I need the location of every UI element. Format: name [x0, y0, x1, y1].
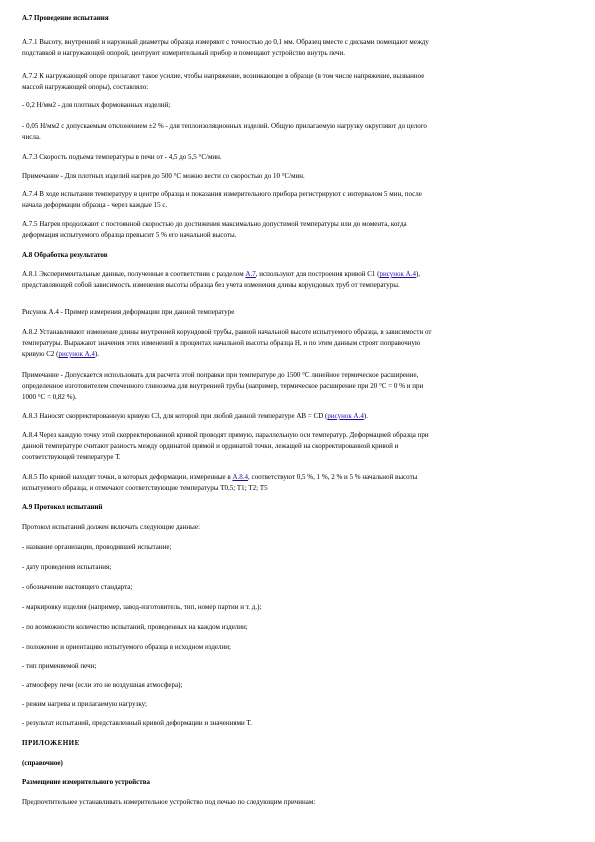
protocol-list-item: - дату проведения испытания; — [22, 563, 112, 571]
protocol-list-item: - маркировку изделия (например, завод-изготовитель, тип, номер партии и т. д.); — [22, 603, 262, 611]
paragraph-a8-2: А.8.2 Устанавливают изменение длины внутренней корундовой трубы, равной начальной высоте испытуемого образца, в зависимости от — [22, 328, 432, 336]
paragraph-a8-3-text-end: ). — [363, 412, 368, 420]
paragraph-a7-5: А.7.5 Нагрев продолжают с постоянной скоростью до достижения максимально допустимой температуры или до момента, когда — [22, 220, 407, 228]
paragraph-a8-5-text-start: А.8.5 По кривой находят точки, в которых деформации, измеренные в — [22, 473, 233, 481]
bullet-insulating-products: - 0,05 Н/мм2 с допускаемым отклонением ±2 % - для теплоизоляционных изделий. Общую прилагаемую нагрузку округляют до целого — [22, 122, 427, 130]
paragraph-a8-1-text-start: А.8.1 Экспериментальные данные, полученные в соответствии с разделом — [22, 270, 246, 278]
paragraph-a8-1-continuation: представляющей собой зависимость изменения высоты образца без учета изменения длины корундовых труб от температуры. — [22, 281, 400, 289]
paragraph-a8-1-text-mid: , используют для построения кривой С1 ( — [255, 270, 380, 278]
paragraph-a8-2-text-start: кривую С2 ( — [22, 350, 59, 358]
appendix-text: Предпочтительнее устанавливать измерительное устройство под печью по следующим причинам: — [22, 798, 316, 806]
paragraph-a8-1-text-end: ), — [415, 270, 421, 278]
paragraph-a7-1-continuation: подставкой и нагружающей опорой, центруют измерительный прибор и помещают устройство внутрь печи. — [22, 49, 345, 57]
protocol-list-item: - по возможности количество испытаний, проведенных на каждом изделии; — [22, 623, 248, 631]
paragraph-a8-3 — [22, 411, 574, 421]
link-figure-a4[interactable]: рисунок А.4 — [327, 412, 364, 420]
bullet-insulating-continuation: числа. — [22, 133, 41, 141]
paragraph-a7-4-continuation: начала деформации образца - через каждые 15 с. — [22, 201, 168, 209]
note-heating-rate: Примечание - Для плотных изделий нагрев до 500 °С можно вести со скоростью до 10 °С/мин. — [22, 172, 305, 180]
link-section-a8-4[interactable]: А.8.4 — [232, 473, 249, 481]
note-thermal-expansion: Примечание - Допускается использовать для расчета этой поправки при температуре до 1500 °С линейное термическое расширение, — [22, 371, 419, 379]
paragraph-a7-2: А.7.2 К нагружающей опоре прилагают такое усилие, чтобы напряжение, возникающее в образце (в том числе напряжение, вызванное — [22, 72, 425, 80]
paragraph-a8-1 — [22, 269, 574, 279]
paragraph-a7-4: А.7.4 В ходе испытания температуру в центре образца и показания измерительного прибора регистрируют с интервалом 5 мин, после — [22, 190, 422, 198]
appendix-title: ПРИЛОЖЕНИЕ — [22, 739, 80, 747]
figure-a4-caption: Рисунок А.4 - Пример измерения деформации при данной температуре — [22, 308, 235, 316]
section-a7-heading: А.7 Проведение испытания — [22, 14, 109, 22]
paragraph-a8-5 — [22, 472, 574, 482]
section-a9-heading: А.9 Протокол испытаний — [22, 503, 103, 511]
paragraph-a8-2-continuation-2 — [22, 349, 574, 359]
note-thermal-expansion-continuation-2: 1000 °С = 0,82 %). — [22, 393, 77, 401]
protocol-list-item: - результат испытаний, представленный кривой деформации и значениями Т. — [22, 719, 252, 727]
protocol-list-item: - режим нагрева и прилагаемую нагрузку; — [22, 700, 147, 708]
protocol-list-item: - положение и ориентацию испытуемого образца в исходном изделии; — [22, 643, 231, 651]
note-thermal-expansion-continuation: определенное изготовителем спеченного глинозема для внутренней трубы (например, термическое расширение при 20 °С = 0 % и при — [22, 382, 424, 390]
paragraph-a8-4-continuation: данной температуре считают разность между ординатой прямой и ординатой точки, лежащей на скорректированной кривой и — [22, 442, 399, 450]
appendix-type: (справочное) — [22, 759, 63, 767]
paragraph-a7-2-continuation: массой нагружающей опоры), составляло: — [22, 83, 149, 91]
link-figure-a4[interactable]: рисунок А.4 — [379, 270, 416, 278]
protocol-list-item: - атмосферу печи (если это не воздушная атмосфера); — [22, 681, 183, 689]
paragraph-a7-3: А.7.3 Скорость подъема температуры в печи от - 4,5 до 5,5 °С/мин. — [22, 153, 222, 161]
appendix-heading: Размещение измерительного устройства — [22, 778, 150, 786]
section-a8-heading: А.8 Обработка результатов — [22, 251, 108, 259]
protocol-intro: Протокол испытаний должен включать следующие данные: — [22, 523, 200, 531]
paragraph-a8-2-continuation: температуры. Выражают значения этих изменений в процентах начальной высоты образца Н, и по этим данным строят поправочную — [22, 339, 421, 347]
paragraph-a7-5-continuation: деформация испытуемого образца превысит 5 % его начальной высоты. — [22, 231, 237, 239]
paragraph-a8-5-text-end: , соответствуют 0,5 %, 1 %, 2 % и 5 % начальной высоты — [248, 473, 418, 481]
link-figure-a4[interactable]: рисунок А.4 — [58, 350, 95, 358]
paragraph-a8-5-continuation: испытуемого образца, и отмечают соответствующие температуры Т0,5; Т1; Т2; Т5 — [22, 484, 268, 492]
paragraph-a8-4-continuation-2: соответствующей температуре Т. — [22, 453, 121, 461]
bullet-dense-products: - 0,2 Н/мм2 - для плотных формованных изделий; — [22, 101, 171, 109]
paragraph-a8-4: А.8.4 Через каждую точку этой скорректированной кривой проводят прямую, параллельную оси температур. Деформацией образца при — [22, 431, 429, 439]
paragraph-a8-2-text-end: ). — [94, 350, 100, 358]
paragraph-a8-3-text-start: А.8.3 Наносят скорректированную кривую С3, для которой при любой данной температуре АВ = CD ( — [22, 412, 328, 420]
protocol-list-item: - название организации, проводившей испытание; — [22, 543, 172, 551]
link-section-a7[interactable]: А.7 — [245, 270, 256, 278]
protocol-list-item: - тип применяемой печи; — [22, 662, 97, 670]
paragraph-a7-1: А.7.1 Высоту, внутренний и наружный диаметры образца измеряют с точностью до 0,1 мм. Образец вместе с дисками помещают между — [22, 38, 429, 46]
protocol-list-item: - обозначение настоящего стандарта; — [22, 583, 133, 591]
